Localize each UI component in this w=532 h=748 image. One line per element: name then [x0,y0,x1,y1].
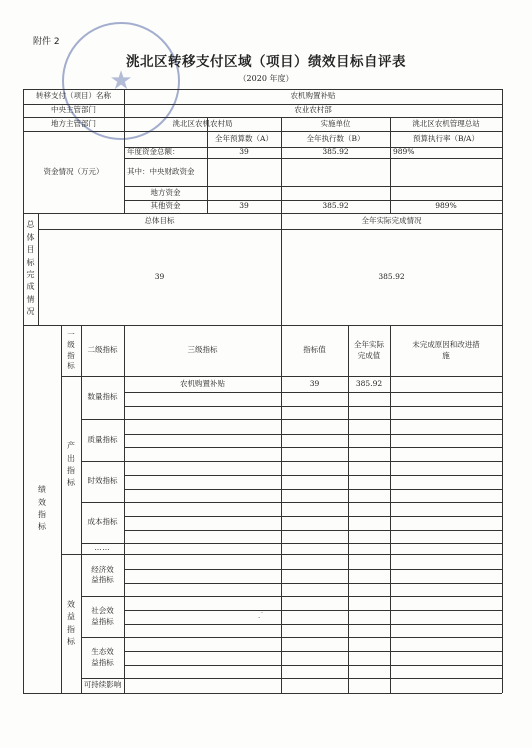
more-indicators-ellipsis: …… [94,543,111,552]
funds-label: 资金情况（万元） [43,166,104,176]
perf-level1-header: 一级指标 [67,330,75,370]
funds-exec-header: 全年执行数（B） [306,133,365,143]
funds-row-total-label: 年度资金总额： [127,147,180,157]
quantity-item-name: 农机购置补贴 [180,378,225,388]
evaluation-table [23,89,502,693]
funds-row-other-budget: 39 [239,201,249,211]
funds-rate-header: 预算执行率（B/A） [413,133,479,143]
perf-level3-header: 三级指标 [187,345,218,355]
social-indicator: 社会效益指标 [91,606,114,626]
quality-indicator: 质量指标 [87,434,118,444]
overall-actual-header: 全年实际完成情况 [361,215,422,225]
funds-row-total-budget: 39 [239,147,249,157]
cost-indicator: 成本指标 [87,517,118,527]
overall-side-label: 总体目标完成情况 [26,220,35,317]
seal-star-icon: ★ [109,66,133,96]
perf-side-label: 绩效指标 [38,485,46,532]
timeliness-indicator: 时效指标 [87,476,118,486]
output-indicator-label: 产出指标 [67,441,75,488]
quantity-indicator: 数量指标 [87,392,118,402]
funds-budget-header: 全年预算数（A） [215,133,273,143]
impl-unit-label: 实施单位 [320,118,351,128]
effect-indicator-label: 效益指标 [67,599,75,646]
perf-actual-header: 全年实际完成值 [354,340,384,360]
overall-actual-value: 385.92 [378,271,405,281]
funds-row-total-exec: 385.92 [322,147,349,157]
pen-mark: .˙ [258,612,264,620]
funds-row-local-label: 地方资金 [150,187,181,197]
central-dept-value: 农业农村部 [294,105,332,115]
ecological-indicator: 生态效益指标 [91,647,114,667]
impl-unit-value: 洮北区农机管理总站 [412,118,480,128]
sustainable-indicator: 可持续影响 [83,680,122,690]
overall-goal-header: 总体目标 [144,215,175,225]
perf-reason-header: 未完成原因和改进措施 [412,340,480,360]
funds-row-central-label: 其中：中央财政资金 [127,166,195,176]
local-dept-value: 洮北区农机农村局 [172,118,233,128]
local-dept-label: 地方主管部门 [51,118,96,128]
perf-level2-header: 二级指标 [87,345,118,355]
perf-value-header: 指标值 [303,345,326,355]
attachment-label: 附件 2 [33,37,60,47]
central-dept-label: 中央主管部门 [51,105,96,115]
document-title: 洮北区转移支付区域（项目）绩效目标自评表 [126,54,406,70]
funds-row-other-exec: 385.92 [322,201,349,211]
document-year: （2020 年度） [238,74,294,83]
funds-row-other-label: 其他资金 [150,201,181,211]
funds-row-other-rate: 989% [435,201,457,211]
quantity-item-actual: 385.92 [355,378,383,388]
funds-row-total-rate: 989% [393,147,415,157]
project-name-value: 农机购置补贴 [290,91,336,101]
quantity-item-value: 39 [309,378,320,388]
project-name-label: 转移支付（项目）名称 [36,91,111,101]
overall-goal-value: 39 [154,271,165,281]
economic-indicator: 经济效益指标 [91,564,114,584]
